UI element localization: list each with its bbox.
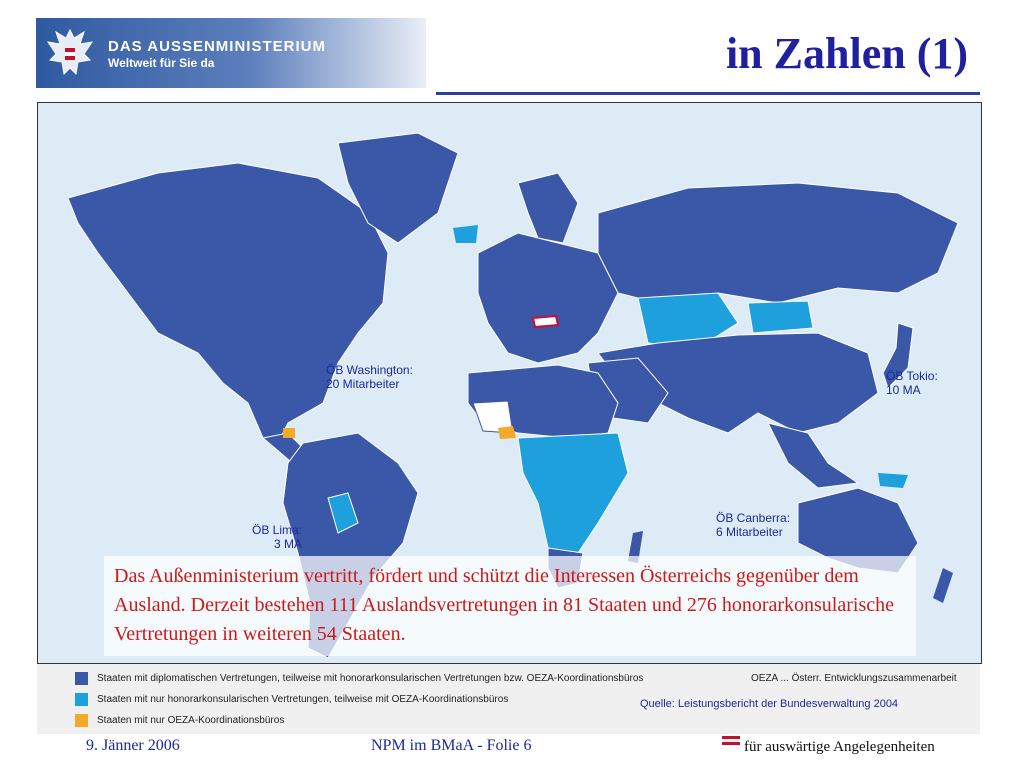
footer-slide: NPM im BMaA - Folie 6 [371,737,532,754]
footer-date: 9. Jänner 2006 [86,737,180,754]
map-legend [37,664,980,734]
europe-region [478,233,618,363]
footer-ministry: für auswärtige Angelegenheiten [744,739,935,755]
legend-swatch-diplomatic [75,672,88,685]
slide-title: in Zahlen (1) [725,29,968,78]
austria-flag-icon [722,736,740,745]
washington-label [326,363,413,391]
washington-label-line1: ÖB Washington: [326,363,413,377]
lima-label-line1: ÖB Lima: [252,523,303,537]
scandinavia-region [518,173,578,243]
austria-region [533,316,558,327]
central-america-oeza-region [283,428,295,438]
washington-label-line2: 20 Mitarbeiter [326,377,400,391]
lima-label [252,523,302,551]
brand-name: DAS AUSSENMINISTERIUM [108,38,326,55]
oeza-abbreviation: OEZA ... Österr. Entwicklungszusammenarbeit [751,673,957,684]
slide-header [0,0,1024,100]
russia-region [598,183,958,303]
brand-slogan: Weltweit für Sie da [108,56,215,70]
legend-item-diplomatic: Staaten mit diplomatischen Vertretungen, teilweise mit honorarkonsularischen Vertretungen bzw. OEZA-Koordinationsbüros [97,673,644,684]
legend-item-honorary: Staaten mit nur honorarkonsularischen Vertretungen, teilweise mit OEZA-Koordinationsbüros [97,694,509,705]
source-note: Quelle: Leistungsbericht der Bundesverwaltung 2004 [640,698,899,710]
mongolia-honorary-region [748,301,813,333]
canberra-label [716,511,790,539]
legend-swatch-honorary [75,693,88,706]
tokio-label-line1: ÖB Tokio: [886,369,938,383]
new-zealand-region [933,568,953,603]
tokio-label-line2: 10 MA [886,383,921,397]
canberra-label-line2: 6 Mitarbeiter [716,525,783,539]
austrian-eagle-icon [44,26,96,82]
legend-swatch-oeza [75,714,88,727]
africa-oeza-region [498,426,516,439]
png-honorary-region [878,473,908,488]
info-text: Das Außenministerium vertritt, fördert und schützt die Interessen Österreichs gegenüber dem Ausland. Derzeit bestehen 111 Auslandsvertretungen in 81 Staaten und 276 honorarkonsularische Vertretungen in weiteren 54 Staaten. [114,565,894,645]
tokio-label [886,369,938,397]
north-america-region [68,163,388,443]
canberra-label-line1: ÖB Canberra: [716,511,791,525]
africa-honorary-region [518,433,628,553]
southeast-asia-region [768,423,858,488]
lima-label-line2: 3 MA [274,537,303,551]
legend-item-oeza: Staaten mit nur OEZA-Koordinationsbüros [97,715,285,726]
title-underline [436,92,980,95]
iceland-region [453,225,478,243]
